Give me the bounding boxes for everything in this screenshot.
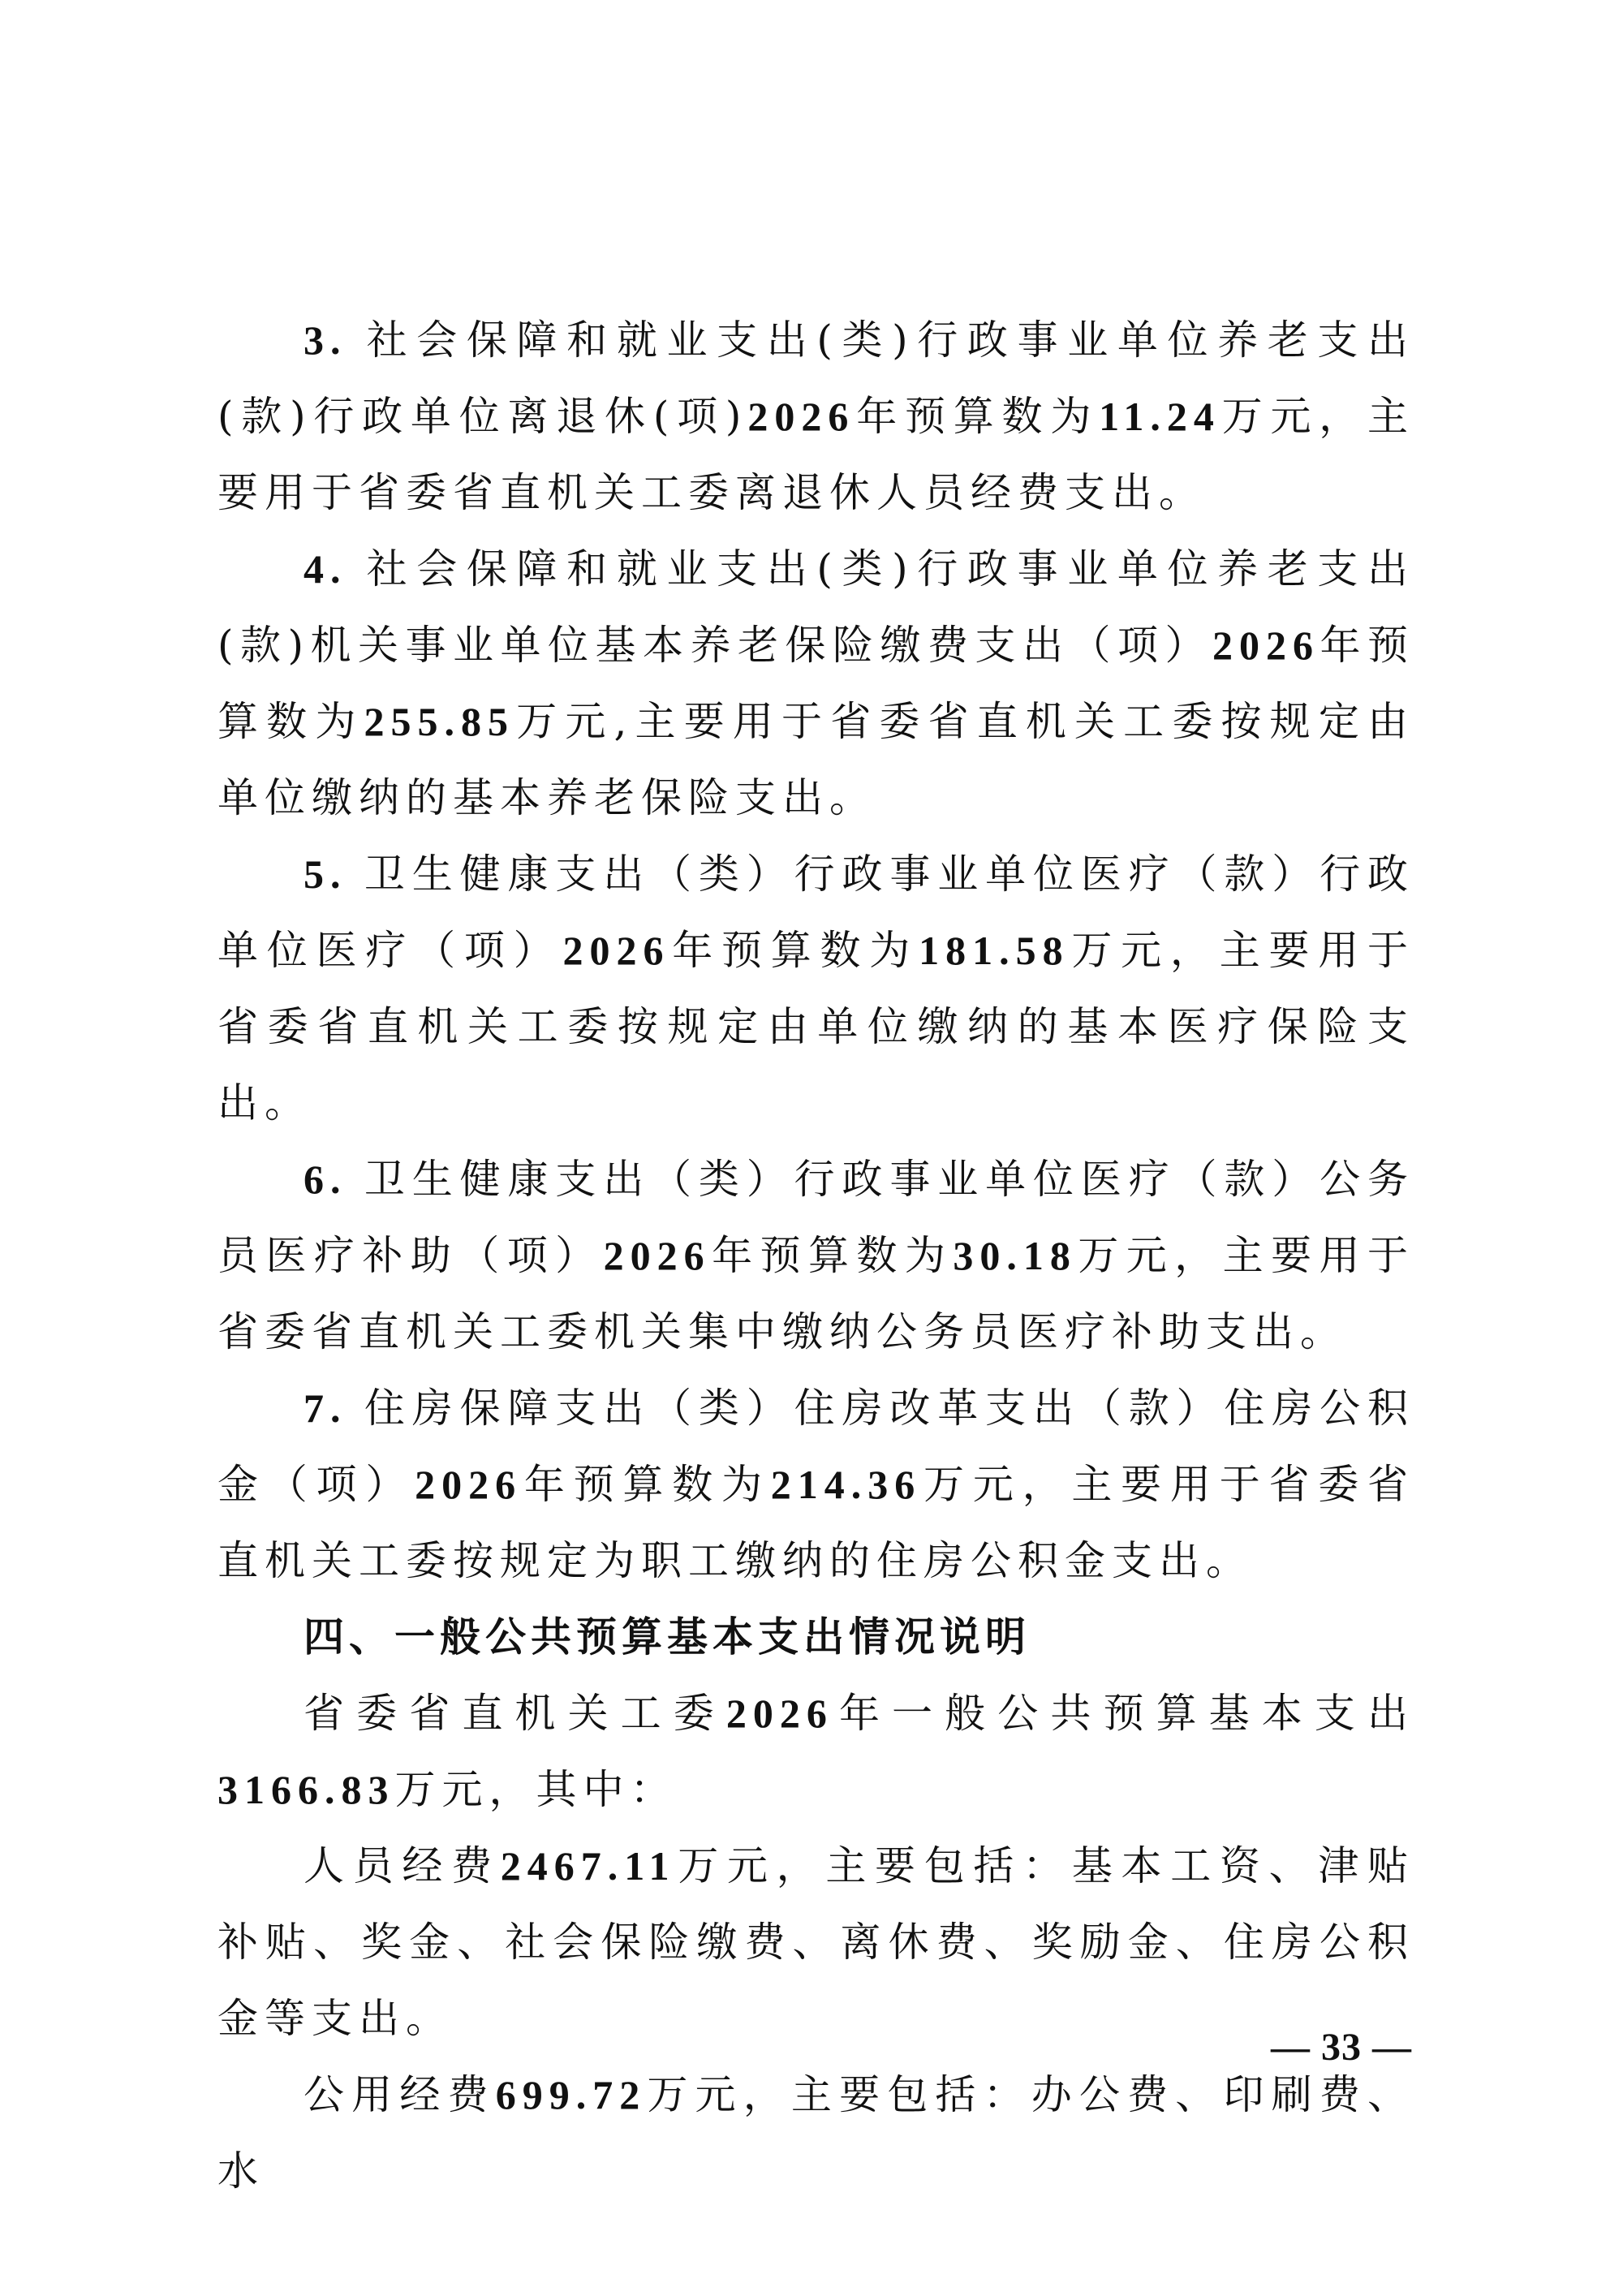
bold-text: 214.36 [770,1462,922,1507]
budget-item-paragraph [217,1141,1414,1370]
section-heading: 四、一般公共预算基本支出情况说明 [304,1613,1031,1661]
bold-text: 2026 [562,928,670,973]
bold-text: 2026 [415,1462,523,1507]
budget-item-paragraph [217,1370,1414,1599]
summary-amount: 3166.83 [217,1767,395,1812]
budget-item-paragraph [217,531,1414,836]
summary-suffix: 万元，其中： [394,1766,678,1813]
budget-item-paragraph [217,302,1414,531]
bold-text: 6. [304,1157,364,1202]
bold-text: 2026 [1212,622,1319,668]
body-text: 年预算数为 [855,393,1100,440]
bold-text: 3. [304,317,367,363]
body-text: 万元，主要用于省委省直机关工委按规定由单位缴纳的基本医疗保险支出。 [217,927,1415,1126]
body-text: 社会保障和就业支出(类)行政事业单位养老支出(款)机关事业单位基本养老保险缴费支出（项） [217,545,1415,669]
bold-text: 11.24 [1099,394,1220,439]
body-text: 卫生健康支出（类）行政事业单位医疗（款）行政单位医疗（项） [217,851,1415,974]
body-text: 年预算数为 [217,622,1414,745]
bold-text: 2026 [603,1233,711,1278]
body-text: 年预算数为 [710,1232,954,1279]
body-text: 社会保障和就业支出(类)行政事业单位养老支出(款)行政单位离退休(项) [217,317,1415,440]
budget-items [217,302,1414,1599]
personnel-suffix: 万元，主要包括：基本工资、津贴补贴、奖金、社会保险缴费、离休费、奖励金、住房公积金等支出。 [217,1842,1415,2042]
summary-year: 2026 [725,1691,833,1736]
budget-item-paragraph [217,836,1414,1141]
summary-paragraph [217,1675,1414,1828]
bold-text: 255.85 [364,699,514,744]
page-number: — 33 — [1271,2026,1412,2069]
public-suffix: 万元，主要包括：办公费、印刷费、水 [217,2071,1415,2195]
personnel-amount: 2467.11 [500,1843,676,1889]
public-prefix: 公用经费 [304,2071,496,2118]
body-text: 卫生健康支出（类）行政事业单位医疗（款）公务员医疗补助（项） [217,1156,1415,1279]
bold-text: 5. [304,851,364,897]
summary-prefix: 省委省直机关工委 [304,1690,726,1737]
body-text: 万元,主要用于省委省直机关工委按规定由单位缴纳的基本养老保险支出。 [217,698,1414,821]
body-text: 年预算数为 [522,1461,771,1508]
document-body [217,302,1414,2209]
body-text: 万元，主要用于省委省直机关工委离退休人员经费支出。 [217,393,1415,516]
bold-text: 7. [304,1385,364,1431]
body-text: 年预算数为 [669,927,919,974]
public-amount: 699.72 [495,2072,647,2117]
public-paragraph [217,2057,1414,2209]
body-text: 住房保障支出（类）住房改革支出（款）住房公积金（项） [217,1385,1415,1508]
bold-text: 2026 [747,394,855,439]
bold-text: 181.58 [919,928,1070,973]
personnel-paragraph [217,1828,1414,2057]
body-text: 万元，主要用于省委省直机关工委机关集中缴纳公务员医疗补助支出。 [217,1232,1415,1355]
bold-text: 4. [304,546,367,592]
summary-middle: 年一般公共预算基本支出 [833,1690,1415,1737]
bold-text: 30.18 [953,1233,1077,1278]
body-text: 万元，主要用于省委省直机关工委按规定为职工缴纳的住房公积金支出。 [217,1461,1415,1584]
personnel-prefix: 人员经费 [304,1842,501,1889]
